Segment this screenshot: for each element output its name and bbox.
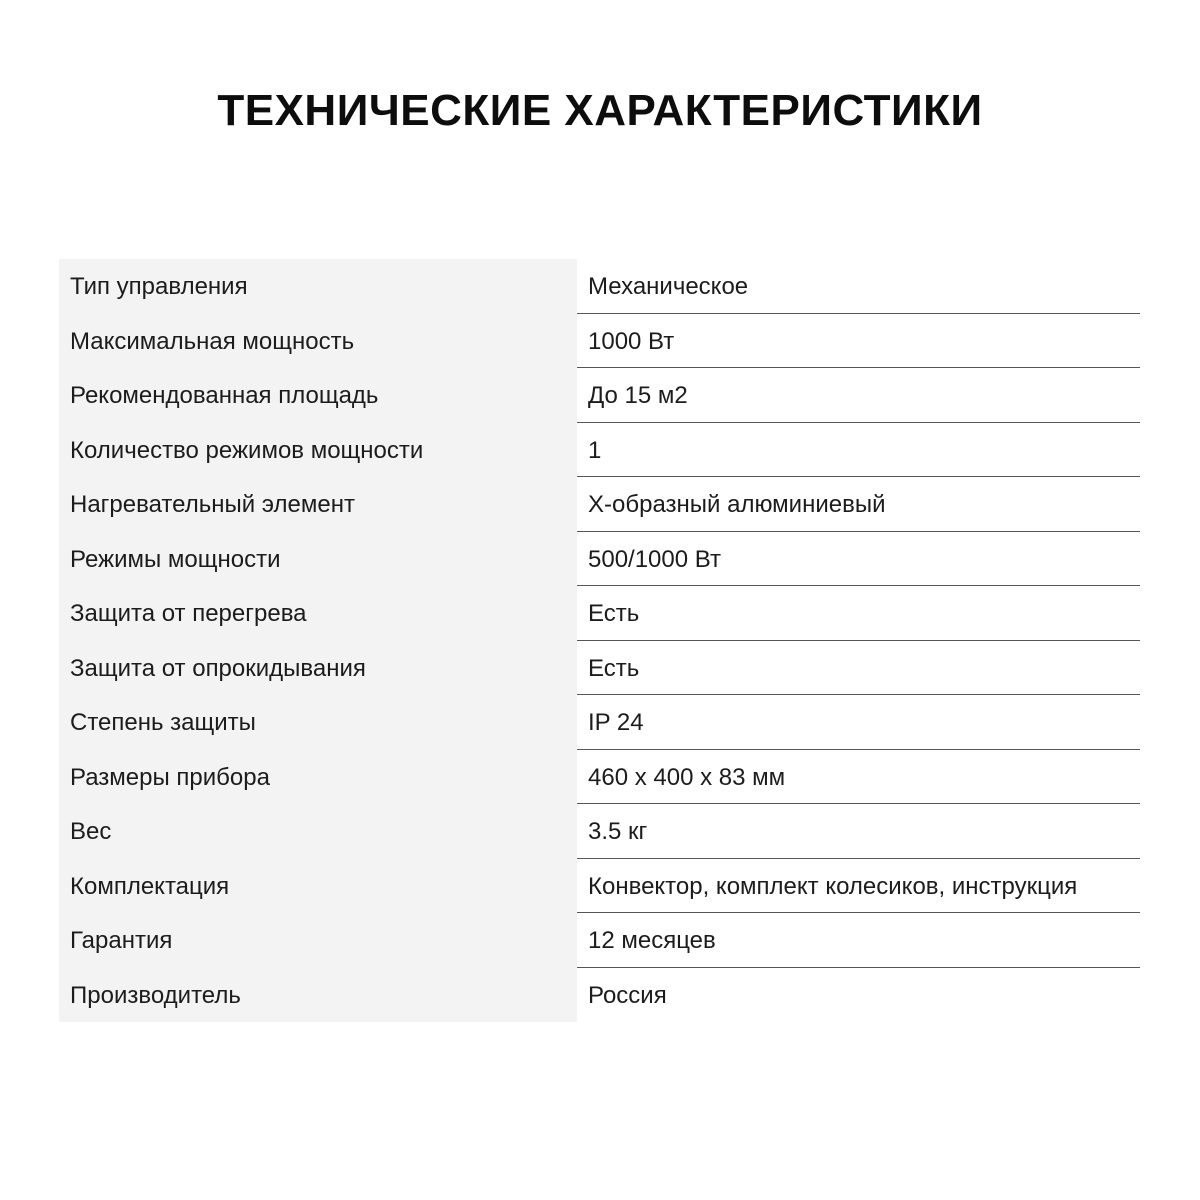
spec-label: Тип управления [59, 259, 577, 314]
spec-value: Есть [577, 641, 1140, 696]
spec-row-control-type [59, 259, 1140, 314]
spec-value: 460 х 400 х 83 мм [577, 750, 1140, 805]
spec-label: Нагревательный элемент [59, 477, 577, 532]
spec-label: Вес [59, 804, 577, 859]
spec-row-package-contents [59, 859, 1140, 914]
spec-label: Гарантия [59, 913, 577, 968]
spec-row-power-modes-count [59, 423, 1140, 478]
spec-row-warranty [59, 913, 1140, 968]
spec-label: Рекомендованная площадь [59, 368, 577, 423]
spec-label: Режимы мощности [59, 532, 577, 587]
spec-label: Степень защиты [59, 695, 577, 750]
spec-label: Защита от опрокидывания [59, 641, 577, 696]
spec-row-heating-element [59, 477, 1140, 532]
spec-row-max-power [59, 314, 1140, 369]
spec-value: 1 [577, 423, 1140, 478]
spec-row-manufacturer [59, 968, 1140, 1023]
spec-value: Конвектор, комплект колесиков, инструкция [577, 859, 1140, 914]
spec-label: Максимальная мощность [59, 314, 577, 369]
spec-label: Защита от перегрева [59, 586, 577, 641]
spec-row-tipover-protection [59, 641, 1140, 696]
spec-row-dimensions [59, 750, 1140, 805]
page-title: ТЕХНИЧЕСКИЕ ХАРАКТЕРИСТИКИ [217, 86, 983, 135]
spec-label: Количество режимов мощности [59, 423, 577, 478]
spec-value: Есть [577, 586, 1140, 641]
spec-row-protection-rating [59, 695, 1140, 750]
spec-row-weight [59, 804, 1140, 859]
spec-value: 1000 Вт [577, 314, 1140, 369]
spec-value: 12 месяцев [577, 913, 1140, 968]
spec-label: Комплектация [59, 859, 577, 914]
spec-row-power-modes [59, 532, 1140, 587]
spec-value: 3.5 кг [577, 804, 1140, 859]
spec-row-recommended-area [59, 368, 1140, 423]
spec-label: Размеры прибора [59, 750, 577, 805]
spec-label: Производитель [59, 968, 577, 1023]
spec-value: Россия [588, 981, 667, 1009]
spec-value: До 15 м2 [577, 368, 1140, 423]
spec-row-overheat-protection [59, 586, 1140, 641]
spec-value: Механическое [577, 259, 1140, 314]
spec-value: Х-образный алюминиевый [577, 477, 1140, 532]
spec-table [59, 259, 1140, 1022]
spec-value: IP 24 [577, 695, 1140, 750]
spec-value: 500/1000 Вт [577, 532, 1140, 587]
